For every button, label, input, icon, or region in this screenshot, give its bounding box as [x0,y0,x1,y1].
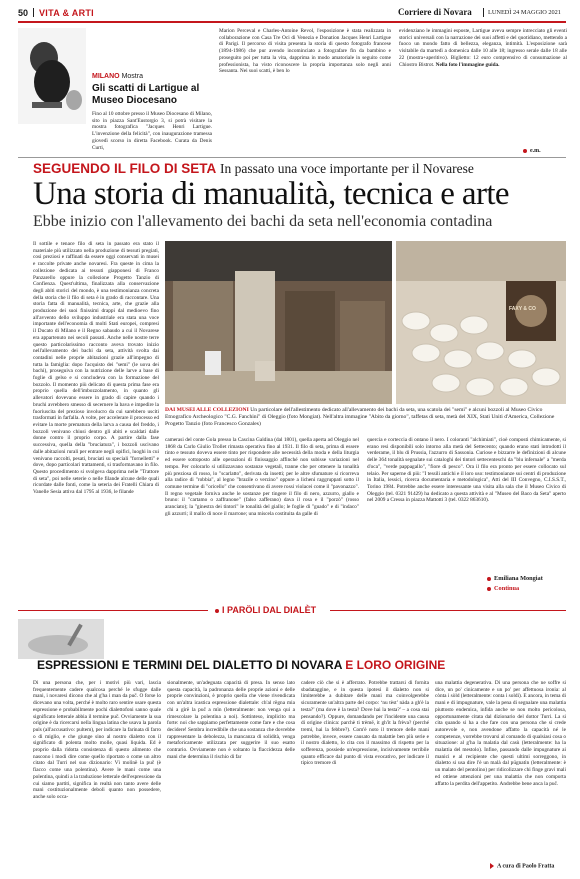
continua-bullet-icon [487,587,491,591]
masthead-divider [483,8,484,17]
dialect-rubric-text: I PARÖLI DAL DIALÈT [222,605,317,615]
article-col-3: quercia e corteccia di ontano il nero. I coloranti "alchimiati", cioè composti chimicamente, si erano resi disponibili solo intorno alla metà del Settecento; quando erano stati introdotti il verderame, il blu di Prussia, l'azzurro di Sassonia. Curiose e bizzarre le definizioni di alcune delle 364 tonalità segnalate sui cataloghi dei tintori settecenteschi da "blu infernale" a "merda d'oca", "verde pappagallo", "fiore di pesco". Ora il filo era pronto per essere collocato sul telaio. Per saperne di più: "I tessili antichi e il loro uso: testimonianze sui centri di produzione in Italia, lessici, ricerca documentaria e metodologica", Atti del III Convegno, C.I.S.S.T., Torino 1984. Potrebbe anche essere interessante una visita alla sala che il Museo Civico di Oleggio (tel. 0321 91429) ha dedicato a questa attività e al "Museo del Baco da Seta" aperto nel 2009 a Cressa in piazza Mattotti 3 (tel. 0322 863610). [367,437,566,504]
cocoon-box-label: FAXY & CO [509,306,536,312]
article-photo-cocoons [396,241,566,404]
dialect-col-2: sionalmente, un'adeguata capacità di presa. In senso lato questa capacità, la padronanza delle proprie azioni e delle proprie convinzioni, è proprio quella che viene rivendicata con un'altra icastica espressione dialettale: ch'al rëgna mia chi a gìrë la puč a mìn (letteralmente: non venga qui a rimescolare la polentina a noi). Sottinteso, implicito ma forte: noi che sappiamo perfettamente come fare e che cosa decidere! Sembra incredibile che una sostanza che dovrebbe rappresentare la debolezza, la mancanza di solidità, venga metaforicamente utilizzata per suggerire il suo esatto contrario. Ovviamente non è soltanto la flaccidezza delle mani che determina il rischio di far [167,680,295,760]
article-kicker-red: SEGUENDO IL FILO DI SETA [33,161,217,176]
signature-bullet-icon [523,149,527,153]
article-subhead: Ebbe inizio con l'allevamento dei bachi da seta nell'economia contadina [33,213,493,230]
dialect-rule-right [330,610,566,611]
article-kicker [33,161,474,177]
spoon-pot-icon [18,619,104,659]
dialect-headline-red: E LORO ORIGINE [345,658,446,672]
brief-kicker [92,73,143,80]
brief-signature-text: e.m. [530,148,541,154]
article-kicker-sub: In passato una voce importante per il Novarese [220,161,474,176]
article-author [484,575,543,582]
brief-kicker-rest: Mostra [121,73,143,80]
photo-caption-lead: DAI MUSEI ALLE COLLEZIONI [165,407,249,413]
brief-col-3-bold: Nella foto l'immagine guida. [435,61,500,68]
lartigue-photo-icon [18,28,86,124]
brief-rule [18,157,566,158]
brief-title: Gli scatti di Lartigue al Museo Diocesano [92,83,200,106]
dialect-headline [37,658,445,672]
article-photo-museum [165,241,392,404]
brief-kicker-city: MILANO [92,73,120,80]
brief-signature [520,148,541,154]
page-header [18,7,566,21]
photo-caption-text: Un particolare dell'allestimento dedicato all'allevamento dei bachi da seta, una scatola dei "semi" e alcuni bozzoli al Museo Civico Etnografico Archeologico "C.G. Fanchini" di Oleggio (foto Mongiat). Nell'altra immagine "Abito da giorno", taffetas di seta, metà del XIX, Stati Uniti d'America, Collezione Progetto Tanzio (foto Francesco Gonzales) [165,407,555,427]
dialect-rubric [212,605,316,615]
issue-date: LUNEDÌ 24 MAGGIO 2021 [488,9,561,16]
dialect-col-4: una malattia degenerativa. Di una persona che ne soffre si dice, un po' cinicamente e un po' per affettuosa ironia: al cònta i sòld (letteralmente: conta i soldi). E ancora, in tema di mani e di impugnature, vale la pena di segnalare una malattia piuttosto endemica, infida anche se non molto pericolosa, opportunamente citata dal dizionario del dottor Turri. La si cita quando si ha a che fare con una persona che si crede autorevole e, non avendone affatto la capacità né le competenze, vorrebbe trovarsi al comando di qualsiasi cosa o situazione: al g'ha la malatia dal casù (letteralmente: ha la malattia del mestolo). Infine, passando dalle impugnature ai manici e al recipiente che questi ultimi sorreggono, in dialetto si usa dire l'è un malà dal pügnatìn (letteralmente: è un malato del pentolino) per ridicolizzare chi finge gravi mali ed ottiene attenzioni per una malattia che non comporta affatto la perdita dell'appetito. Andrebbe bene anca la puč. [435,680,566,787]
dialect-author-text: A cura di Paolo Fratta [497,863,555,870]
dialect-illustration [18,619,104,659]
photo-caption [165,407,566,435]
masthead: Corriere di Novara [398,7,472,17]
header-rule [18,21,566,23]
article-col-2: camerasi del conte Gola presso la Cascina Galdina (dal 1801), quella aperta ad Oleggio nel 1868 da Carlo Giulio Trollet rimasta operativa fino al 1931. Il filo di seta, prima di essere tinto e tessuto doveva essere tinto per rispondere alle necessità della moda e della liturgia ed essere sottoposto alle operazioni di finissaggio affinché non subisse variazioni nel tempo. Per colorarlo si utilizzavano sostanze vegetali, tranne che per ottenere la tonalità più preziosa di rosso, lo "scarlatto", derivata da insetti; per le altre sfumature si ricorreva alla radice di "robbia", al legno "brazile o verzino" oppure a licheni raggruppati sotto il comune termine di "oricello" che consentivano di avere rossi violacei come il "pavonazzo". Il regno vegetale forniva anche le sostanze per tingere il filo di nero, azzurro, giallo e bruno: il "cartamo o zaffranone" (falso zafferano) dava il rosa e il "porzò" (rosso aranciato); la "ginestra dei tintori" le tonalità del giallo; le foglie di "guado" e di "indaco" gli azzurri; il mallo di noce il marrone; una miscela costituita da galle di [165,437,359,517]
page-number: 50 [18,8,29,18]
author-arrow-icon [490,863,494,869]
dialect-col-3: cadere ciò che si è afferrato. Potrebbe trattarsi di fornita sbadataggine, e in questa ipotesi il dialetto non si limiterebbe a dubitare delle mani ma coinvolgerebbe sicuramente un'altra parte del corpo: ‘nu tèst’ nàda a gh'è la testa?’ (ma dove è la testa? Dove hai la testa?' – a cosa stai pensando?). Oppure, domandando per l'incidente una causa di origine clinica: parchè ti trèmë, it gh'it la frèva? (perché tremi, hai la febbre?). Com'è noto il tremore delle mani potrebbe, invece, essere causato da malattie ben più serie e il nostro dialetto, lo cita con il massimo di rispetto per la sofferenza, possiede un'espressione, incisivamente terribile quanto efficace dal punto di vista evocativo, per indicare il tipico tremore di [301,680,429,767]
article-continua-text: Continua [494,585,520,592]
brief-col-3 [399,28,567,155]
brief-photo [18,28,86,124]
section-name: VITA & ARTI [39,8,94,18]
article-headline: Una storia di manualità, tecnica e arte [33,176,509,212]
brief-col-1: Fino al 10 ottobre presso il Museo Diocesano di Milano, sito in piazza Sant'Eustorgio 3, si potrà visitare la mostra fotografica "Jacques Henri Lartigue. L'invenzione della felicità", con inaugurazione tramessa giovedì scorso in diretta Facebook. Curata da Denis Curti, [92,111,212,151]
article-continua [484,585,519,592]
header-divider [33,8,34,17]
dialect-headline-black: ESPRESSIONI E TERMINI DEL DIALETTO DI NOVARA [37,658,342,672]
rubric-bullet-icon [215,609,219,613]
author-bullet-icon [487,577,491,581]
dialect-col-1: Di una persona che, per i motivi più vari, lascia frequentemente cadere qualcosa perché le sfugge dalle mani, i novaresi dicono che al g'ha i man da puč. O forse lo dicevano una volta, perché è molto raro sentire usare questa espressione e probabilmente pochi dialettofoni sanno quale significato letterale abbia il termine puč. Ovviamente la sua origine è da ricercarsi nella lingua latina che usava la parola puls (all'accusativo: pultem), per indicare la farinata di farro o di miglio, e che giunge sino al nostro dialetto con il significato di polenta molto molle, quasi liquida. Ed è proprio dalla ridotta consistenza di questo alimento che nascono i modi dire come quello riportato o come un altro citato dal Turri nel suo dizionario: Vì molìnë la puč (è fiacco come una polentina). Avere le mani come una polentina, quindi a la traduzione letterale dell'espressione da cui siamo partiti, significa in realtà non tanto avere delle mani costituzionalmente deboli quanto non possedere, anche solo occa- [33,680,161,800]
museum-display-photo-icon [165,241,392,404]
cocoons-photo-icon [396,241,566,404]
brief-col-3-text: evidenziano le immagini esposte, Lartigue aveva sempre intrecciato gli eventi storici universali con la narrazione dei suoi affetti e del quotidiano, mettendo a fuoco un mondo fatto di bellezza, eleganza, intimità. L'esposizione sarà visitabile da martedì a domenica dalle 10 alle 18; ingresso serale dalle 18 alle 22 (mostra+aperitivo). Biglietto: 12 euro comprensivo di consumazione al Chiostro Bistrot. [399,28,567,68]
dialect-rule-left [18,610,208,611]
article-col-1: Il sottile e tenace filo di seta in passato era stato il materiale più utilizzato nella produzione di tessuti pregiati, così preziosi e raffinati da essere oggi conservati in musei e raccolte private anche novaresi. Fra queste in cima la collezione dedicata ai tessuti giapponesi di Franco Panzarello oppure la collezione Progetto Tanzio di Confienza. Quest'ultima, finalizzata alla conservazione degli abiti storici del mondo, è una testimonianza concreta della storia che il filo di seta è in grado di raccontare. Una storia fatta di manualità, tecnica, arte, che grazie alla produzione dei suoi finissimi drappi dal medioevo fino all'avvento dello sviluppo industriale era stata una voce importante dell'economia di molti Stati europei, compresi il Ducato di Milano e il Regno sabaudo a cui il Novarese era appartenuto nei secoli passati. Anche nelle nostre terre questo particolarissimo racconto aveva trovato inizio nell'allevamento dei bachi da seta, attività svolta dai contadini nelle proprie abitazioni grazie all'impegno di tutta la famiglia: dopo l'acquisto dei "semi" (le uova dei bachi), proseguiva con la nutrizione delle larve a base di foglie di gelso e si concludeva con la formazione del bozzolo. Il momento più delicato di questa prima fase era proprio quella dell'imbozzolamento, in quanto gli allevatori dovevano essere in grado di capire quando i bruchi avrebbero smesso di secernere la bava e impedire la fuoriuscita del prezioso involucro da cui sarebbero usciti trasformati in farfalla. A volte, per accelerare il processo ed evitare la morte prematura della larva a causa del freddo, i bozzoli venivano chiusi dentro gli abiti e scaldati dalle donne contro il proprio corpo. A partire dalla fase successiva, quella della "bruciatura", i bozzoli uscivano dalle abitazioni rurali per entrare negli opifici, luoghi in cui venivano raccolti, pesati, bruciati su speciali "fornelletti" e dove, dopo particolari trattamenti, si trasformavano in filo. Questo procedimento si svolgeva dapprima nelle "Trattore di seta", poi nelle seterie o nelle filande alcune delle quali ricordate dalle fonti, come la seteria dei Fratelli Chiara di Vanelle Sesia attiva dal 1795 al 1936, le filande [33,241,159,496]
article-author-text: Emiliana Mongiat [494,575,543,582]
brief-col-2: Marion Perceval e Charles-Antoine Revol, l'esposizione è stata realizzata in collaborazione con Casa Tre Oci di Venezia e Donation Jacques Henri Lartigue di Parigi. Il percorso di visita presenta la storia di questo fotografo francese (1894-1986) che pur avendo incominciato a fotografare fin da bambino e proseguito poi per tutta la vita, dapprima in modo amatoriale in seguito come professionista, ha visto riconoscere la propria importanza solo negli anni Sessanta. Nei suoi scatti, è ben lo [219,28,391,75]
dialect-author [490,863,554,869]
